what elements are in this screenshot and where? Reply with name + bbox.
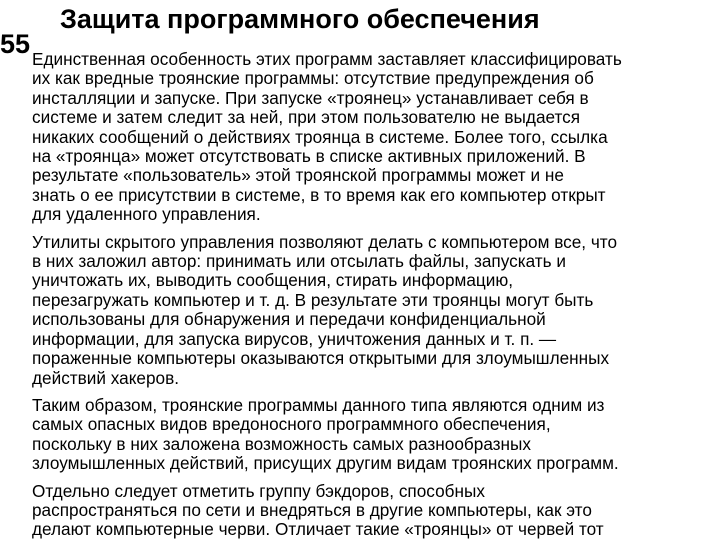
text-line: распространяться по сети и внедряться в другие компьютеры, как это — [32, 499, 592, 520]
text-line: инсталляции и запуске. При запуске «троянец» устанавливает себя в — [32, 87, 589, 108]
text-line: действий хакеров. — [32, 367, 180, 388]
text-line: Утилиты скрытого управления позволяют делать с компьютером все, что — [32, 231, 618, 252]
text-line: никаких сообщений о действиях троянца в системе. Более того, ссылка — [32, 126, 608, 147]
text-line: их как вредные троянские программы: отсутствие предупреждения об — [32, 68, 594, 89]
paragraph — [32, 482, 718, 540]
text-line: уничтожать их, выводить сообщения, стирать информацию, — [32, 270, 513, 291]
slide-number: 55 — [0, 29, 31, 59]
text-line: злоумышленных действий, присущих другим видам троянских программ. — [32, 453, 619, 474]
slide-title: Защита программного обеспечения — [60, 4, 540, 34]
paragraph — [32, 233, 718, 388]
text-line: знать о ее присутствии в системе, в то время как его компьютер открыт — [32, 184, 606, 205]
text-line: поскольку в них заложена возможность самых разнообразных — [32, 433, 531, 454]
text-line: делают компьютерные черви. Отличает такие «троянцы» от червей тот — [32, 519, 604, 540]
text-line: Отдельно следует отметить группу бэкдоров, способных — [32, 480, 485, 501]
text-line: на «троянца» может отсутствовать в списке активных приложений. В — [32, 146, 586, 167]
text-line: для удаленного управления. — [32, 204, 261, 225]
text-line: системе и затем следит за ней, при этом пользователю не выдается — [32, 107, 581, 128]
text-line: самых опасных видов вредоносного программного обеспечения, — [32, 414, 551, 435]
text-line: Единственная особенность этих программ заставляет классифицировать — [32, 49, 622, 69]
text-line: информации, для запуска вирусов, уничтожения данных и т. п. — — [32, 328, 557, 349]
paragraph — [32, 396, 718, 474]
text-line: результате «пользователь» этой троянской программы может и не — [32, 165, 564, 186]
text-line: перезагружать компьютер и т. д. В результате эти троянцы могут быть — [32, 289, 594, 310]
text-line: использованы для обнаружения и передачи конфиденциальной — [32, 309, 546, 330]
text-line: Таким образом, троянские программы данного типа являются одним из — [32, 394, 605, 415]
text-line: пораженные компьютеры оказываются открытыми для злоумышленных — [32, 348, 610, 369]
slide-body — [32, 50, 718, 540]
text-line: в них заложил автор: принимать или отсылать файлы, запускать и — [32, 251, 566, 272]
paragraph — [32, 50, 718, 225]
